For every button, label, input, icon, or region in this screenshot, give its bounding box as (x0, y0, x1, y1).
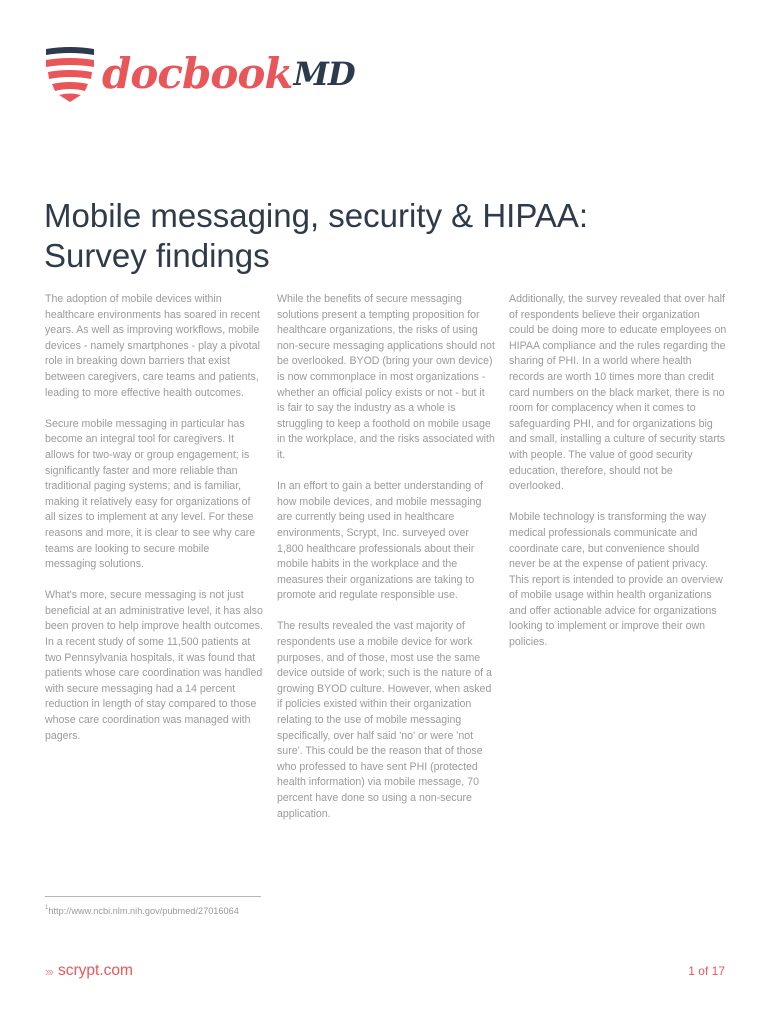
footer-brand (45, 962, 133, 980)
page-title (44, 196, 684, 276)
paragraph: The results revealed the vast majority of respondents use a mobile device for work purposes, and of those, most use the same device outside of work; such is the nature of a growing BYOD culture. However, when asked if policies existed within their organization relating to the use of mobile messaging specifically, over half said 'no' or were 'not sure'. This could be the reason that of those who professed to have sent PHI (protected health information) via mobile message, 70 percent have done so using a non-secure application. (277, 620, 492, 820)
logo-wordmark: docbook (102, 49, 293, 98)
footer-site-link[interactable]: scrypt.com (58, 962, 133, 979)
title-line-1: Mobile messaging, security & HIPAA: (44, 197, 589, 234)
docbookmd-logo (44, 46, 355, 102)
footnote-divider (45, 896, 261, 897)
footnote (45, 906, 239, 916)
paragraph: Additionally, the survey revealed that over half of respondents believe their organization could be doing more to educate employees on HIPAA compliance and the rules regarding the sharing of PHI. In a world where health records are worth 10 times more than credit card numbers on the black market, there is no room for complacency when it comes to safeguarding PHI, and for organizations big and small, installing a culture of security starts with people. The value of good security education, therefore, should not be overlooked. (509, 293, 727, 493)
page-number: 1 of 17 (688, 964, 725, 978)
text-column-1 (45, 292, 263, 760)
paragraph: Mobile technology is transforming the way medical professionals communicate and coordinate care, but convenience should never be at the expense of patient privacy. This report is intended to provide an overview of mobile usage within health organizations and offer actionable advice for organizations looking to implement or improve their own policies. (509, 511, 723, 649)
logo-suffix: MD (293, 55, 355, 93)
shield-flag-icon (44, 46, 96, 102)
chevrons-icon: ››› (45, 963, 52, 979)
paragraph: In an effort to gain a better understanding of how mobile devices, and mobile messaging are currently being used in healthcare environments, Scrypt, Inc. surveyed over 1,800 healthcare professionals about their mobile habits in the workplace and the measures their organizations are taking to promote and regulate responsible use. (277, 480, 483, 602)
title-line-2: Survey findings (44, 237, 270, 274)
footnote-marker: 1 (45, 905, 49, 911)
footnote-link[interactable]: http://www.ncbi.nlm.nih.gov/pubmed/27016064 (48, 906, 239, 916)
paragraph: While the benefits of secure messaging solutions present a tempting proposition for healthcare organizations, the risks of using non-secure messaging applications should not be overlooked. BYOD (bring your own device) is now commonplace in most organizations - whether an official policy exists or not - but it is fair to say the industry as a whole is struggling to keep a foothold on mobile usage in the workplace, and the risks associated with it. (277, 293, 495, 461)
text-column-2 (277, 292, 495, 838)
paragraph: The adoption of mobile devices within healthcare environments has soared in recent years. As well as improving workflows, mobile devices - namely smartphones - play a pivotal role in breaking down barriers that exist between caregivers, care teams and patients, leading to more effective health outcomes. (45, 293, 260, 399)
paragraph: What's more, secure messaging is not just beneficial at an administrative level, it has also been proven to help improve health outcomes. In a recent study of some 11,500 patients at two Pennsylvania hospitals, it was found that patients whose care coordination was handled with secure messaging had a 14 percent reduction in length of stay compared to those whose care coordination was managed with pagers. (45, 589, 263, 742)
text-column-3 (509, 292, 727, 666)
paragraph: Secure mobile messaging in particular has become an integral tool for caregivers. It allows for two-way or group engagement; is significantly faster and more reliable than traditional paging systems; and is familiar, making it relatively easy for organizations of all sizes to implement at any level. For these reasons and more, it is clear to see why care teams are looking to secure mobile messaging solutions. (45, 417, 256, 571)
